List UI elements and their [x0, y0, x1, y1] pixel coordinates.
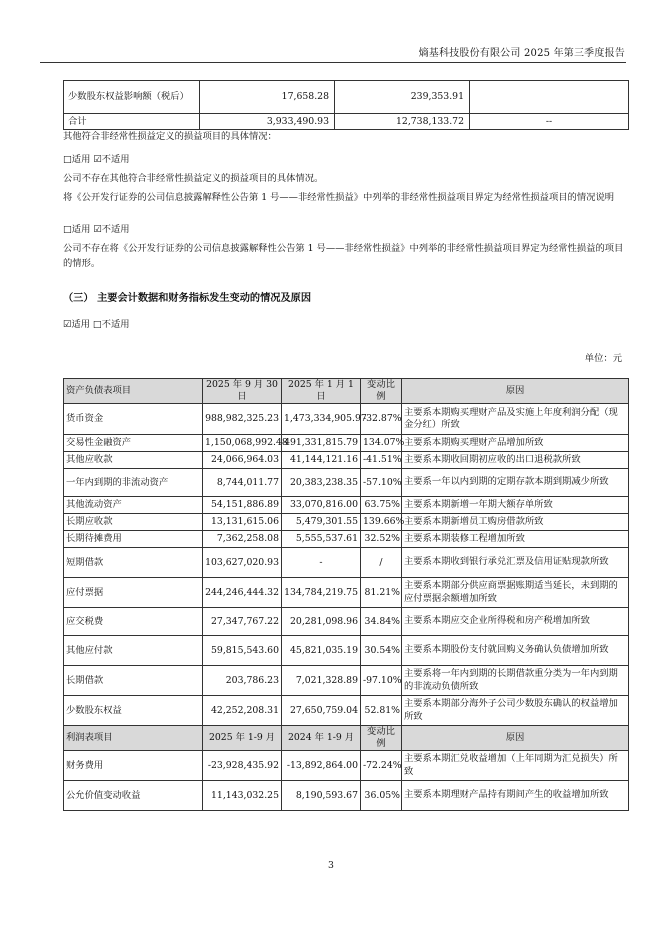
value-current: 8,744,011.77 [203, 469, 282, 497]
row-label: 合计 [64, 114, 200, 130]
table-row [64, 666, 629, 696]
row-item: 长期借款 [64, 666, 203, 696]
value-prior: 41,144,121.16 [282, 452, 361, 469]
row-item: 少数股东权益 [64, 696, 203, 726]
change-reason: 主要系本期新增一年期大额存单所致 [402, 497, 629, 514]
column-header: 变动比例 [361, 726, 402, 751]
paragraph: 其他符合非经常性损益定义的损益项目的具体情况： [63, 131, 277, 142]
change-ratio: 32.52% [361, 531, 402, 548]
row-item: 长期应收款 [64, 514, 203, 531]
column-header: 资产负债表项目 [64, 379, 203, 404]
value-prior: 134,784,219.75 [282, 578, 361, 608]
row-item: 公允价值变动收益 [64, 781, 203, 811]
row-item: 其他应付款 [64, 636, 203, 666]
section-title: （三） 主要会计数据和财务指标发生变动的情况及原因 [63, 292, 312, 304]
change-reason: 主要系本期新增员工购房借款所致 [402, 514, 629, 531]
value-prior: 7,021,328.89 [282, 666, 361, 696]
value-current: 24,066,964.03 [203, 452, 282, 469]
column-header: 原因 [402, 726, 629, 751]
value-prior: 5,555,537.61 [282, 531, 361, 548]
row-item: 一年内到期的非流动资产 [64, 469, 203, 497]
applicability-check: □适用 ☑不适用 [63, 224, 130, 235]
row-item: 交易性金融资产 [64, 435, 203, 452]
applicability-check: □适用 ☑不适用 [63, 154, 130, 165]
column-header: 2025 年 1-9 月 [203, 726, 282, 751]
table-row [64, 608, 629, 636]
column-header: 2025 年 9 月 30 日 [203, 379, 282, 404]
column-header: 变动比例 [361, 379, 402, 404]
value-current: 103,627,020.93 [203, 548, 282, 578]
row-item: 其他流动资产 [64, 497, 203, 514]
table-row [64, 404, 629, 435]
value-current: 11,143,032.25 [203, 781, 282, 811]
change-reason: 主要系本期收回期初应收的出口退税款所致 [402, 452, 629, 469]
column-header: 2025 年 1 月 1 日 [282, 379, 361, 404]
value-current: 42,252,208.31 [203, 696, 282, 726]
cell-ytd: 12,738,133.72 [335, 114, 470, 130]
table-row [64, 435, 629, 452]
change-ratio: 81.21% [361, 578, 402, 608]
change-reason: 主要系本期汇兑收益增加（上年同期为汇兑损失）所致 [402, 751, 629, 781]
value-current: 988,982,325.23 [203, 404, 282, 435]
value-current: 59,815,543.60 [203, 636, 282, 666]
value-prior: 20,281,098.96 [282, 608, 361, 636]
change-ratio: -32.87% [361, 404, 402, 435]
change-reason: 主要系本期部分海外子公司少数股东确认的权益增加所致 [402, 696, 629, 726]
page-number: 3 [328, 860, 334, 871]
value-prior: 20,383,238.35 [282, 469, 361, 497]
change-reason: 主要系将一年内到期的长期借款重分类为一年内到期的非流动负债所致 [402, 666, 629, 696]
value-current: 13,131,615.06 [203, 514, 282, 531]
value-prior: 8,190,593.67 [282, 781, 361, 811]
table-header-row [64, 379, 629, 404]
row-item: 应交税费 [64, 608, 203, 636]
column-header: 原因 [402, 379, 629, 404]
value-current: 7,362,258.08 [203, 531, 282, 548]
row-label: 少数股东权益影响额（税后） [64, 81, 200, 114]
table-row [64, 114, 629, 130]
change-ratio: 139.66% [361, 514, 402, 531]
row-item: 货币资金 [64, 404, 203, 435]
table-row [64, 578, 629, 608]
column-header: 利润表项目 [64, 726, 203, 751]
change-ratio: 30.54% [361, 636, 402, 666]
applicability-check: ☑适用 □不适用 [63, 319, 130, 330]
table-header-row [64, 726, 629, 751]
change-ratio: 52.81% [361, 696, 402, 726]
non-recurring-summary-table [63, 80, 629, 130]
value-current: 1,150,068,992.48 [203, 435, 282, 452]
value-current: 54,151,886.89 [203, 497, 282, 514]
change-reason: 主要系本期购买理财产品及实施上年度利润分配（现金分红）所致 [402, 404, 629, 435]
table-row [64, 514, 629, 531]
value-prior: 5,479,301.55 [282, 514, 361, 531]
header-rule [40, 62, 626, 63]
change-ratio: 63.75% [361, 497, 402, 514]
table-row [64, 81, 629, 114]
table-row [64, 781, 629, 811]
value-prior: 33,070,816.00 [282, 497, 361, 514]
value-prior: 27,650,759.04 [282, 696, 361, 726]
change-reason: 主要系本期股份支付就回购义务确认负债增加所致 [402, 636, 629, 666]
change-ratio: / [361, 548, 402, 578]
cell-note: -- [470, 114, 629, 130]
table-row [64, 751, 629, 781]
paragraph: 将《公开发行证券的公司信息披露解释性公告第 1 号——非经常性损益》中列举的非经常性损益项目界定为经常性损益项目的情况说明 [63, 192, 615, 203]
change-reason: 主要系本期应交企业所得税和房产税增加所致 [402, 608, 629, 636]
change-ratio: -41.51% [361, 452, 402, 469]
paragraph: 公司不存在将《公开发行证券的公司信息披露解释性公告第 1 号——非经常性损益》中列举的非经常性损益项目界定为经常性损益的项目的情形。 [63, 243, 624, 269]
table-row [64, 548, 629, 578]
change-ratio: -97.10% [361, 666, 402, 696]
table-row [64, 469, 629, 497]
page-header: 熵基科技股份有限公司 2025 年第三季度报告 [418, 48, 625, 59]
change-reason: 主要系一年以内到期的定期存款本期到期减少所致 [402, 469, 629, 497]
row-item: 长期待摊费用 [64, 531, 203, 548]
cell-current: 17,658.28 [200, 81, 335, 114]
value-prior: - [282, 548, 361, 578]
cell-ytd: 239,353.91 [335, 81, 470, 114]
value-current: 203,786.23 [203, 666, 282, 696]
change-reason: 主要系本期装修工程增加所致 [402, 531, 629, 548]
change-ratio: -57.10% [361, 469, 402, 497]
row-item: 应付票据 [64, 578, 203, 608]
value-prior: 491,331,815.79 [282, 435, 361, 452]
change-ratio: 36.05% [361, 781, 402, 811]
change-reason: 主要系本期理财产品持有期间产生的收益增加所致 [402, 781, 629, 811]
cell-note [470, 81, 629, 114]
value-prior: 1,473,334,905.97 [282, 404, 361, 435]
table-row [64, 531, 629, 548]
change-ratio: -72.24% [361, 751, 402, 781]
column-header: 2024 年 1-9 月 [282, 726, 361, 751]
change-analysis-table [63, 378, 629, 811]
value-current: -23,928,435.92 [203, 751, 282, 781]
row-item: 短期借款 [64, 548, 203, 578]
cell-current: 3,933,490.93 [200, 114, 335, 130]
value-prior: -13,892,864.00 [282, 751, 361, 781]
table-row [64, 636, 629, 666]
paragraph: 公司不存在其他符合非经常性损益定义的损益项目的具体情况。 [63, 173, 324, 184]
change-reason: 主要系本期部分供应商票据账期适当延长，未到期的应付票据余额增加所致 [402, 578, 629, 608]
table-row [64, 696, 629, 726]
change-ratio: 134.07% [361, 435, 402, 452]
row-item: 财务费用 [64, 751, 203, 781]
unit-label: 单位：元 [584, 353, 622, 364]
change-reason: 主要系本期购买理财产品增加所致 [402, 435, 629, 452]
value-current: 244,246,444.32 [203, 578, 282, 608]
row-item: 其他应收款 [64, 452, 203, 469]
value-current: 27,347,767.22 [203, 608, 282, 636]
change-reason: 主要系本期收到银行承兑汇票及信用证贴现款所致 [402, 548, 629, 578]
value-prior: 45,821,035.19 [282, 636, 361, 666]
change-ratio: 34.84% [361, 608, 402, 636]
table-row [64, 497, 629, 514]
table-row [64, 452, 629, 469]
